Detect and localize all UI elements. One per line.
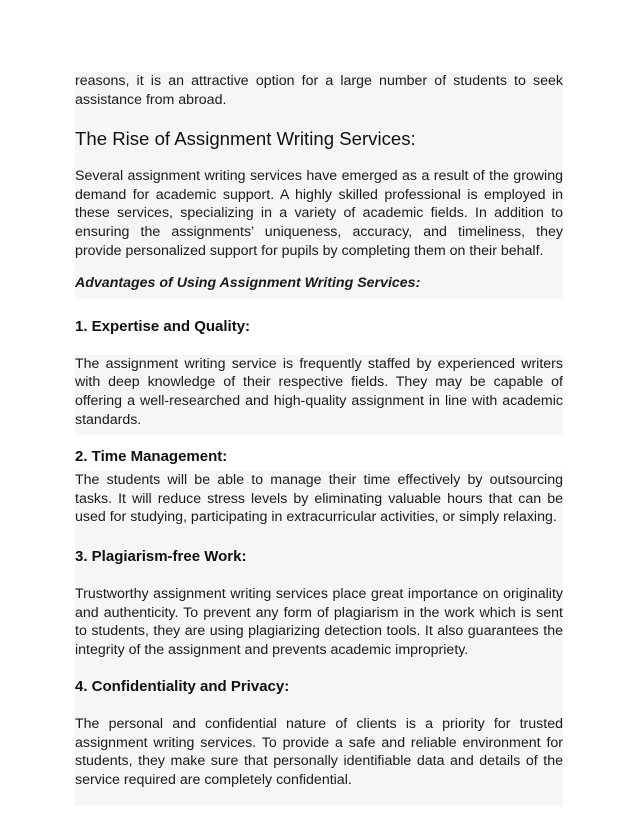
advantage-item-time	[75, 447, 563, 533]
item-paragraph-time: The students will be able to manage their time effectively by outsourcing tasks. It will reduce stress levels by eliminating valuable hours that can be used for studying, participating in extracurricular activities, or simply relaxing.	[75, 472, 563, 526]
intro-block	[75, 72, 563, 115]
item-paragraph-plagiarism: Trustworthy assignment writing services place great importance on originality and authenticity. To prevent any form of plagiarism in the work which is sent to students, they are using plagiarizing detection tools. It also guarantees the integrity of the assignment and prevents academic impropriety.	[75, 585, 563, 658]
item-paragraph-expertise: The assignment writing service is frequently staffed by experienced writers with deep knowledge of their respective fields. They may be capable of offering a well-researched and high-quality assignment in line with academic standards.	[75, 355, 563, 428]
item-heading-time: 2. Time Management:	[75, 448, 228, 466]
item-heading-expertise: 1. Expertise and Quality:	[75, 317, 251, 335]
item-paragraph-confidentiality: The personal and confidential nature of clients is a priority for trusted assignment writing services. To provide a safe and reliable environment for students, they make sure that personally identifiable data and details of the service required are completely confidential.	[75, 716, 563, 789]
rise-paragraph: Several assignment writing services have emerged as a result of the growing demand for academic support. A highly skilled professional is employed in these services, specializing in a variety of academic fields. In addition to ensuring the assignments’ uniqueness, accuracy, and timeliness, they provide personalized support for pupils by completing them on their behalf.	[75, 168, 563, 259]
rise-section	[75, 115, 563, 299]
advantage-item-expertise	[75, 317, 563, 435]
item-heading-plagiarism: 3. Plagiarism-free Work:	[75, 547, 247, 565]
intro-paragraph: reasons, it is an attractive option for a large number of students to seek assistance from abroad.	[75, 73, 563, 108]
advantage-item-plagiarism	[75, 533, 563, 673]
section-heading-rise: The Rise of Assignment Writing Services:	[75, 128, 416, 150]
advantages-heading: Advantages of Using Assignment Writing Services:	[75, 275, 421, 292]
item-heading-confidentiality: 4. Confidentiality and Privacy:	[75, 678, 290, 696]
advantage-item-confidentiality	[75, 673, 563, 805]
document-page	[75, 72, 563, 806]
